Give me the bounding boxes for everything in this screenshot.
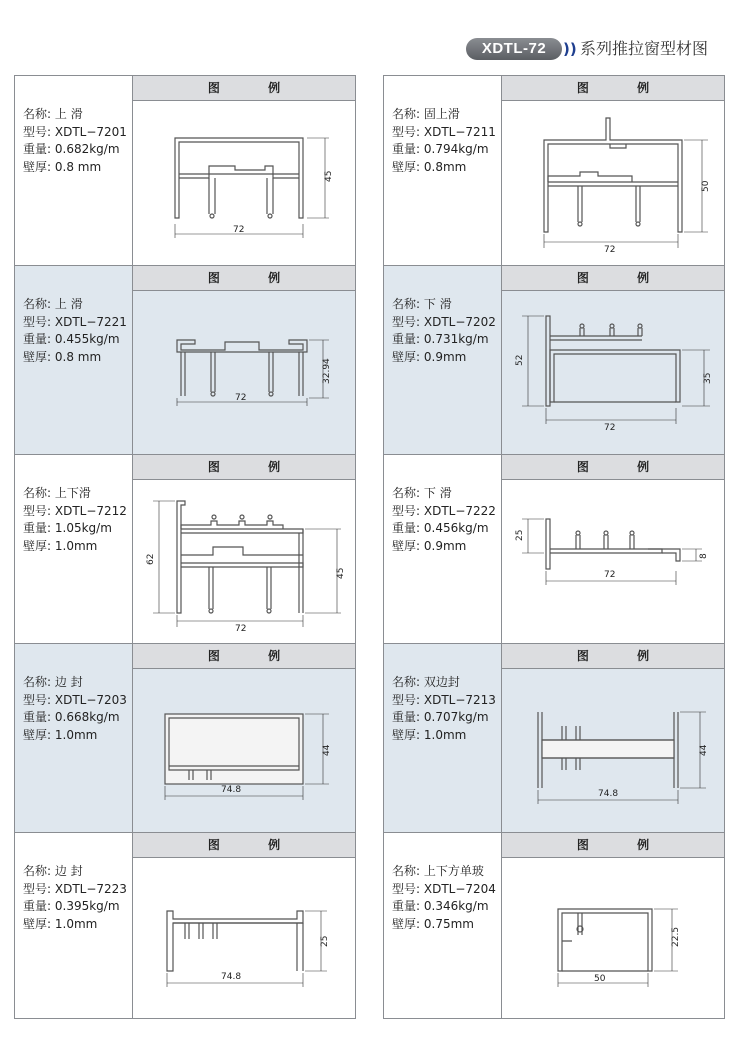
dim-width: 72 [604,423,616,433]
profile-figure [133,266,355,454]
profile-name: 固上滑 [423,107,460,121]
profile-weight: 0.455kg/m [54,332,120,346]
figure-header: 图 例 [502,833,724,858]
weight-label: 重量: [392,332,421,346]
profile-drawing [502,670,724,833]
thickness-label: 壁厚: [23,538,52,553]
right-column [383,75,725,1019]
name-label: 名称: [392,675,421,689]
profile-thickness: 1.0mm [54,916,98,931]
dim-height: 50 [701,180,711,192]
name-label: 名称: [23,297,52,311]
profile-model: XDTL−7202 [423,314,496,329]
profile-cell [384,455,724,644]
profile-name: 下 滑 [423,486,452,500]
dim-width: 74.8 [221,785,242,795]
model-label: 型号: [392,503,421,518]
profile-name: 双边封 [423,675,460,689]
figure-header: 图 例 [502,266,724,291]
profile-thickness: 1.0mm [54,538,98,553]
profile-info [384,644,502,832]
profile-cell [384,833,724,1018]
profile-thickness: 0.8 mm [54,349,102,364]
profile-weight: 0.731kg/m [423,332,489,346]
profile-figure [502,455,724,643]
weight-label: 重量: [392,142,421,156]
profile-drawing [502,292,724,455]
profile-thickness: 0.75mm [423,916,474,931]
model-label: 型号: [23,124,52,139]
model-label: 型号: [392,124,421,139]
figure-header: 图 例 [133,644,355,669]
weight-label: 重量: [23,899,52,913]
profile-thickness: 0.8mm [423,159,467,174]
figure-header: 图 例 [133,266,355,291]
profile-cell [15,455,355,644]
name-label: 名称: [23,486,52,500]
profile-weight: 0.395kg/m [54,899,120,913]
profile-figure [133,833,355,1018]
figure-header: 图 例 [133,455,355,480]
profile-weight: 1.05kg/m [54,521,112,535]
dim-height-2: 45 [336,567,346,579]
page-title: 系列推拉窗型材图 [580,39,709,58]
profile-figure [133,644,355,832]
dim-height: 62 [146,553,156,565]
dim-height: 25 [515,529,525,541]
dim-width: 72 [604,245,616,255]
profile-name: 上下滑 [54,486,91,500]
profile-info [15,76,133,265]
profile-name: 下 滑 [423,297,452,311]
figure-header: 图 例 [133,833,355,858]
profile-figure [502,76,724,265]
profile-drawing [133,859,355,1018]
dim-height: 44 [322,744,332,756]
profile-drawing [502,102,724,266]
profile-figure [502,266,724,454]
profile-drawing [502,859,724,1018]
profile-model: XDTL−7203 [54,692,127,707]
name-label: 名称: [392,107,421,121]
profile-info [384,833,502,1018]
profile-name: 上 滑 [54,297,83,311]
profile-cell [384,644,724,833]
profile-cell [15,76,355,266]
profile-drawing [133,481,355,644]
model-label: 型号: [23,314,52,329]
thickness-label: 壁厚: [23,159,52,174]
profile-info [384,76,502,265]
profile-info [15,644,133,832]
profile-cell [15,266,355,455]
series-badge: XDTL-72 [466,38,562,60]
dim-width: 74.8 [598,789,619,799]
profile-figure [502,833,724,1018]
profile-model: XDTL−7212 [54,503,127,518]
profile-drawing [502,481,724,644]
weight-label: 重量: [23,332,52,346]
profile-figure [502,644,724,832]
profile-name: 上下方单玻 [423,864,484,878]
profile-info [384,455,502,643]
profile-cell [15,644,355,833]
weight-label: 重量: [23,710,52,724]
profile-weight: 0.346kg/m [423,899,489,913]
profile-weight: 0.794kg/m [423,142,489,156]
name-label: 名称: [23,864,52,878]
dim-height: 52 [515,354,525,366]
model-label: 型号: [392,881,421,896]
weight-label: 重量: [23,142,52,156]
dim-height: 32.94 [322,358,332,384]
profile-model: XDTL−7204 [423,881,496,896]
figure-header: 图 例 [502,76,724,101]
thickness-label: 壁厚: [392,916,421,931]
chevron-right-icon: )) [563,40,577,58]
left-column [14,75,356,1019]
weight-label: 重量: [23,521,52,535]
thickness-label: 壁厚: [23,727,52,742]
profile-info [15,266,133,454]
profile-model: XDTL−7221 [54,314,127,329]
weight-label: 重量: [392,521,421,535]
model-label: 型号: [23,881,52,896]
dim-width: 72 [235,624,247,634]
dim-height: 25 [320,935,330,947]
figure-header: 图 例 [502,644,724,669]
profile-drawing [133,292,355,455]
profile-model: XDTL−7211 [423,124,496,139]
profile-figure [133,76,355,265]
name-label: 名称: [23,675,52,689]
profile-cell [384,76,724,266]
dim-height: 22.5 [671,926,681,947]
dim-width: 50 [594,974,606,984]
weight-label: 重量: [392,710,421,724]
profile-weight: 0.682kg/m [54,142,120,156]
profile-model: XDTL−7223 [54,881,127,896]
profile-cell [15,833,355,1018]
profile-cell [384,266,724,455]
model-label: 型号: [23,692,52,707]
profile-thickness: 0.9mm [423,349,467,364]
dim-height: 45 [324,170,334,182]
dim-width: 72 [235,393,247,403]
profile-figure [133,455,355,643]
profile-thickness: 1.0mm [423,727,467,742]
thickness-label: 壁厚: [392,349,421,364]
profile-weight: 0.668kg/m [54,710,120,724]
profile-name: 边 封 [54,864,83,878]
profile-model: XDTL−7201 [54,124,127,139]
name-label: 名称: [392,486,421,500]
profile-model: XDTL−7222 [423,503,496,518]
name-label: 名称: [23,107,52,121]
profile-name: 边 封 [54,675,83,689]
dim-width: 74.8 [221,972,242,982]
figure-header: 图 例 [502,455,724,480]
dim-width: 72 [604,570,616,580]
profile-drawing [133,670,355,833]
dim-height-2: 35 [703,372,713,384]
profile-thickness: 0.8 mm [54,159,102,174]
thickness-label: 壁厚: [392,538,421,553]
profile-info [15,833,133,1018]
profile-thickness: 0.9mm [423,538,467,553]
model-label: 型号: [392,692,421,707]
figure-header: 图 例 [133,76,355,101]
profile-thickness: 1.0mm [54,727,98,742]
dim-width: 72 [233,225,245,235]
profile-info [384,266,502,454]
profile-model: XDTL−7213 [423,692,496,707]
thickness-label: 壁厚: [23,349,52,364]
profile-name: 上 滑 [54,107,83,121]
model-label: 型号: [23,503,52,518]
name-label: 名称: [392,864,421,878]
profile-info [15,455,133,643]
dim-height: 44 [699,744,709,756]
name-label: 名称: [392,297,421,311]
dim-height-2: 8 [699,553,709,559]
profile-weight: 0.707kg/m [423,710,489,724]
thickness-label: 壁厚: [23,916,52,931]
weight-label: 重量: [392,899,421,913]
thickness-label: 壁厚: [392,727,421,742]
profile-weight: 0.456kg/m [423,521,489,535]
model-label: 型号: [392,314,421,329]
profile-drawing [133,102,355,266]
thickness-label: 壁厚: [392,159,421,174]
